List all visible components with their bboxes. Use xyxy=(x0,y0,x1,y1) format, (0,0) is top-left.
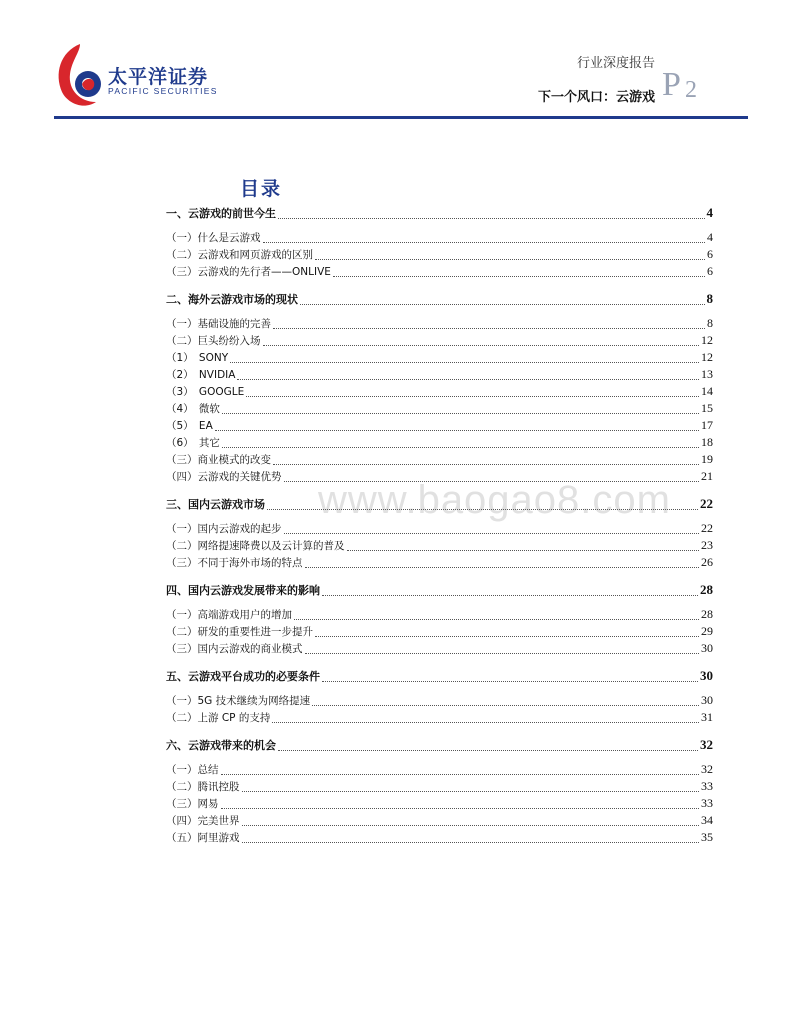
toc-section-entry[interactable] xyxy=(166,264,713,279)
toc-entry-page: 13 xyxy=(701,367,713,381)
toc-entry-label: （三）网易 xyxy=(166,798,219,810)
toc-chapter-entry[interactable] xyxy=(166,292,713,307)
toc-entry-label: 二、海外云游戏市场的现状 xyxy=(166,293,298,306)
toc-leader-dots xyxy=(221,764,700,776)
toc-entry-label: （一）国内云游戏的起步 xyxy=(166,523,282,535)
toc-leader-dots xyxy=(222,403,699,415)
toc-entry-page: 15 xyxy=(701,401,713,415)
toc-leader-dots xyxy=(267,498,698,510)
toc-entry-page: 14 xyxy=(701,384,713,398)
toc-section-entry[interactable] xyxy=(166,384,713,399)
toc-section-entry[interactable] xyxy=(166,469,713,484)
toc-entry-label: （三）不同于海外市场的特点 xyxy=(166,557,303,569)
toc-section-entry[interactable] xyxy=(166,521,713,536)
table-of-contents xyxy=(166,206,713,845)
page-letter: P xyxy=(662,66,681,103)
toc-leader-dots xyxy=(272,712,699,724)
toc-entry-page: 30 xyxy=(701,641,713,655)
toc-entry-label: （二）腾讯控股 xyxy=(166,781,240,793)
toc-entry-page: 32 xyxy=(700,737,713,752)
toc-section-entry[interactable] xyxy=(166,316,713,331)
toc-entry-page: 6 xyxy=(707,247,713,261)
watermark: www.baogao8.com xyxy=(318,478,671,522)
toc-leader-dots xyxy=(284,523,700,535)
toc-section-entry[interactable] xyxy=(166,779,713,794)
toc-entry-page: 22 xyxy=(700,496,713,511)
toc-section-entry[interactable] xyxy=(166,418,713,433)
toc-leader-dots xyxy=(242,815,700,827)
toc-section-entry[interactable] xyxy=(166,830,713,845)
toc-section-entry[interactable] xyxy=(166,538,713,553)
toc-leader-dots xyxy=(237,369,699,381)
toc-leader-dots xyxy=(284,471,700,483)
toc-entry-label: （三）商业模式的改变 xyxy=(166,454,271,466)
toc-chapter-entry[interactable] xyxy=(166,583,713,598)
toc-leader-dots xyxy=(230,352,699,364)
toc-entry-label: （5） EA xyxy=(166,420,213,432)
toc-leader-dots xyxy=(221,798,700,810)
toc-leader-dots xyxy=(333,266,705,278)
toc-entry-label: （一）基础设施的完善 xyxy=(166,318,271,330)
toc-section-entry[interactable] xyxy=(166,230,713,245)
toc-entry-label: （二）巨头纷纷入场 xyxy=(166,335,261,347)
toc-entry-label: 四、国内云游戏发展带来的影响 xyxy=(166,584,320,597)
toc-chapter-entry[interactable] xyxy=(166,206,713,221)
toc-entry-label: （1） SONY xyxy=(166,352,229,364)
toc-entry-page: 28 xyxy=(701,607,713,621)
toc-entry-page: 32 xyxy=(701,762,713,776)
toc-entry-label: （三）云游戏的先行者——ONLIVE xyxy=(166,266,331,278)
toc-entry-page: 18 xyxy=(701,435,713,449)
toc-section-entry[interactable] xyxy=(166,796,713,811)
toc-section-entry[interactable] xyxy=(166,555,713,570)
toc-section-entry[interactable] xyxy=(166,367,713,382)
toc-entry-label: 一、云游戏的前世今生 xyxy=(166,207,276,220)
toc-section-entry[interactable] xyxy=(166,693,713,708)
header-divider xyxy=(54,116,748,119)
toc-chapter-entry[interactable] xyxy=(166,497,713,512)
toc-leader-dots xyxy=(278,739,698,751)
toc-leader-dots xyxy=(215,420,699,432)
toc-entry-label: 六、云游戏带来的机会 xyxy=(166,739,276,752)
toc-entry-page: 23 xyxy=(701,538,713,552)
toc-section-entry[interactable] xyxy=(166,333,713,348)
toc-leader-dots xyxy=(242,781,700,793)
toc-chapter-entry[interactable] xyxy=(166,738,713,753)
toc-entry-page: 34 xyxy=(701,813,713,827)
toc-leader-dots xyxy=(263,335,700,347)
report-type: 行业深度报告 xyxy=(576,56,655,71)
toc-entry-page: 12 xyxy=(701,350,713,364)
toc-entry-label: （6） 其它 xyxy=(166,437,220,449)
toc-leader-dots xyxy=(246,386,699,398)
toc-entry-page: 35 xyxy=(701,830,713,844)
toc-entry-page: 12 xyxy=(701,333,713,347)
toc-leader-dots xyxy=(273,318,705,330)
toc-leader-dots xyxy=(305,557,700,569)
toc-entry-label: （四）云游戏的关键优势 xyxy=(166,471,282,483)
toc-entry-page: 6 xyxy=(707,264,713,278)
report-subtitle: 下一个风口：云游戏 xyxy=(537,90,655,105)
toc-entry-page: 17 xyxy=(701,418,713,432)
toc-leader-dots xyxy=(278,207,705,219)
toc-leader-dots xyxy=(263,232,706,244)
toc-entry-label: （3） GOOGLE xyxy=(166,386,245,398)
toc-entry-label: 三、国内云游戏市场 xyxy=(166,498,265,511)
toc-entry-label: （二）上游 CP 的支持 xyxy=(166,712,271,724)
toc-section-entry[interactable] xyxy=(166,435,713,450)
toc-entry-label: （2） NVIDIA xyxy=(166,369,236,381)
toc-leader-dots xyxy=(315,249,705,261)
toc-title: 目录 xyxy=(240,178,283,200)
toc-section-entry[interactable] xyxy=(166,624,713,639)
toc-section-entry[interactable] xyxy=(166,247,713,262)
toc-entry-label: （一）总结 xyxy=(166,764,219,776)
toc-entry-page: 19 xyxy=(701,452,713,466)
toc-entry-page: 4 xyxy=(707,230,713,244)
toc-entry-page: 33 xyxy=(701,779,713,793)
toc-entry-page: 26 xyxy=(701,555,713,569)
toc-entry-label: （一）5G 技术继续为网络提速 xyxy=(166,695,311,707)
toc-entry-label: 五、云游戏平台成功的必要条件 xyxy=(166,670,320,683)
toc-entry-page: 29 xyxy=(701,624,713,638)
toc-entry-page: 30 xyxy=(700,668,713,683)
toc-entry-label: （三）国内云游戏的商业模式 xyxy=(166,643,303,655)
toc-entry-page: 28 xyxy=(700,582,713,597)
report-header xyxy=(0,0,800,120)
toc-leader-dots xyxy=(347,540,700,552)
toc-section-entry[interactable] xyxy=(166,350,713,365)
toc-section-entry[interactable] xyxy=(166,401,713,416)
toc-entry-page: 30 xyxy=(701,693,713,707)
toc-entry-label: （4） 微软 xyxy=(166,403,220,415)
toc-entry-page: 33 xyxy=(701,796,713,810)
toc-leader-dots xyxy=(315,626,699,638)
toc-entry-label: （一）什么是云游戏 xyxy=(166,232,261,244)
toc-leader-dots xyxy=(300,293,705,305)
toc-entry-page: 21 xyxy=(701,469,713,483)
page-number: 2 xyxy=(685,77,697,103)
toc-section-entry[interactable] xyxy=(166,710,713,725)
toc-chapter-entry[interactable] xyxy=(166,669,713,684)
company-name-cn: 太平洋证券 xyxy=(108,66,209,88)
toc-entry-page: 4 xyxy=(706,205,713,220)
toc-entry-label: （二）研发的重要性进一步提升 xyxy=(166,626,313,638)
toc-entry-page: 8 xyxy=(706,291,713,306)
toc-section-entry[interactable] xyxy=(166,452,713,467)
toc-entry-page: 31 xyxy=(701,710,713,724)
toc-entry-label: （五）阿里游戏 xyxy=(166,832,240,844)
toc-entry-page: 8 xyxy=(707,316,713,330)
toc-entry-label: （四）完美世界 xyxy=(166,815,240,827)
toc-leader-dots xyxy=(222,437,699,449)
toc-entry-label: （二）网络提速降费以及云计算的普及 xyxy=(166,540,345,552)
pacific-securities-logo-icon xyxy=(50,40,112,112)
toc-section-entry[interactable] xyxy=(166,607,713,622)
toc-leader-dots xyxy=(322,584,698,596)
toc-section-entry[interactable] xyxy=(166,762,713,777)
company-name-en: PACIFIC SECURITIES xyxy=(108,86,218,96)
toc-leader-dots xyxy=(294,609,699,621)
toc-entry-label: （二）云游戏和网页游戏的区别 xyxy=(166,249,313,261)
toc-leader-dots xyxy=(322,670,698,682)
toc-section-entry[interactable] xyxy=(166,813,713,828)
toc-entry-page: 22 xyxy=(701,521,713,535)
toc-leader-dots xyxy=(312,695,699,707)
toc-leader-dots xyxy=(305,643,700,655)
toc-leader-dots xyxy=(273,454,699,466)
toc-leader-dots xyxy=(242,832,700,844)
toc-entry-label: （一）高端游戏用户的增加 xyxy=(166,609,292,621)
toc-section-entry[interactable] xyxy=(166,641,713,656)
